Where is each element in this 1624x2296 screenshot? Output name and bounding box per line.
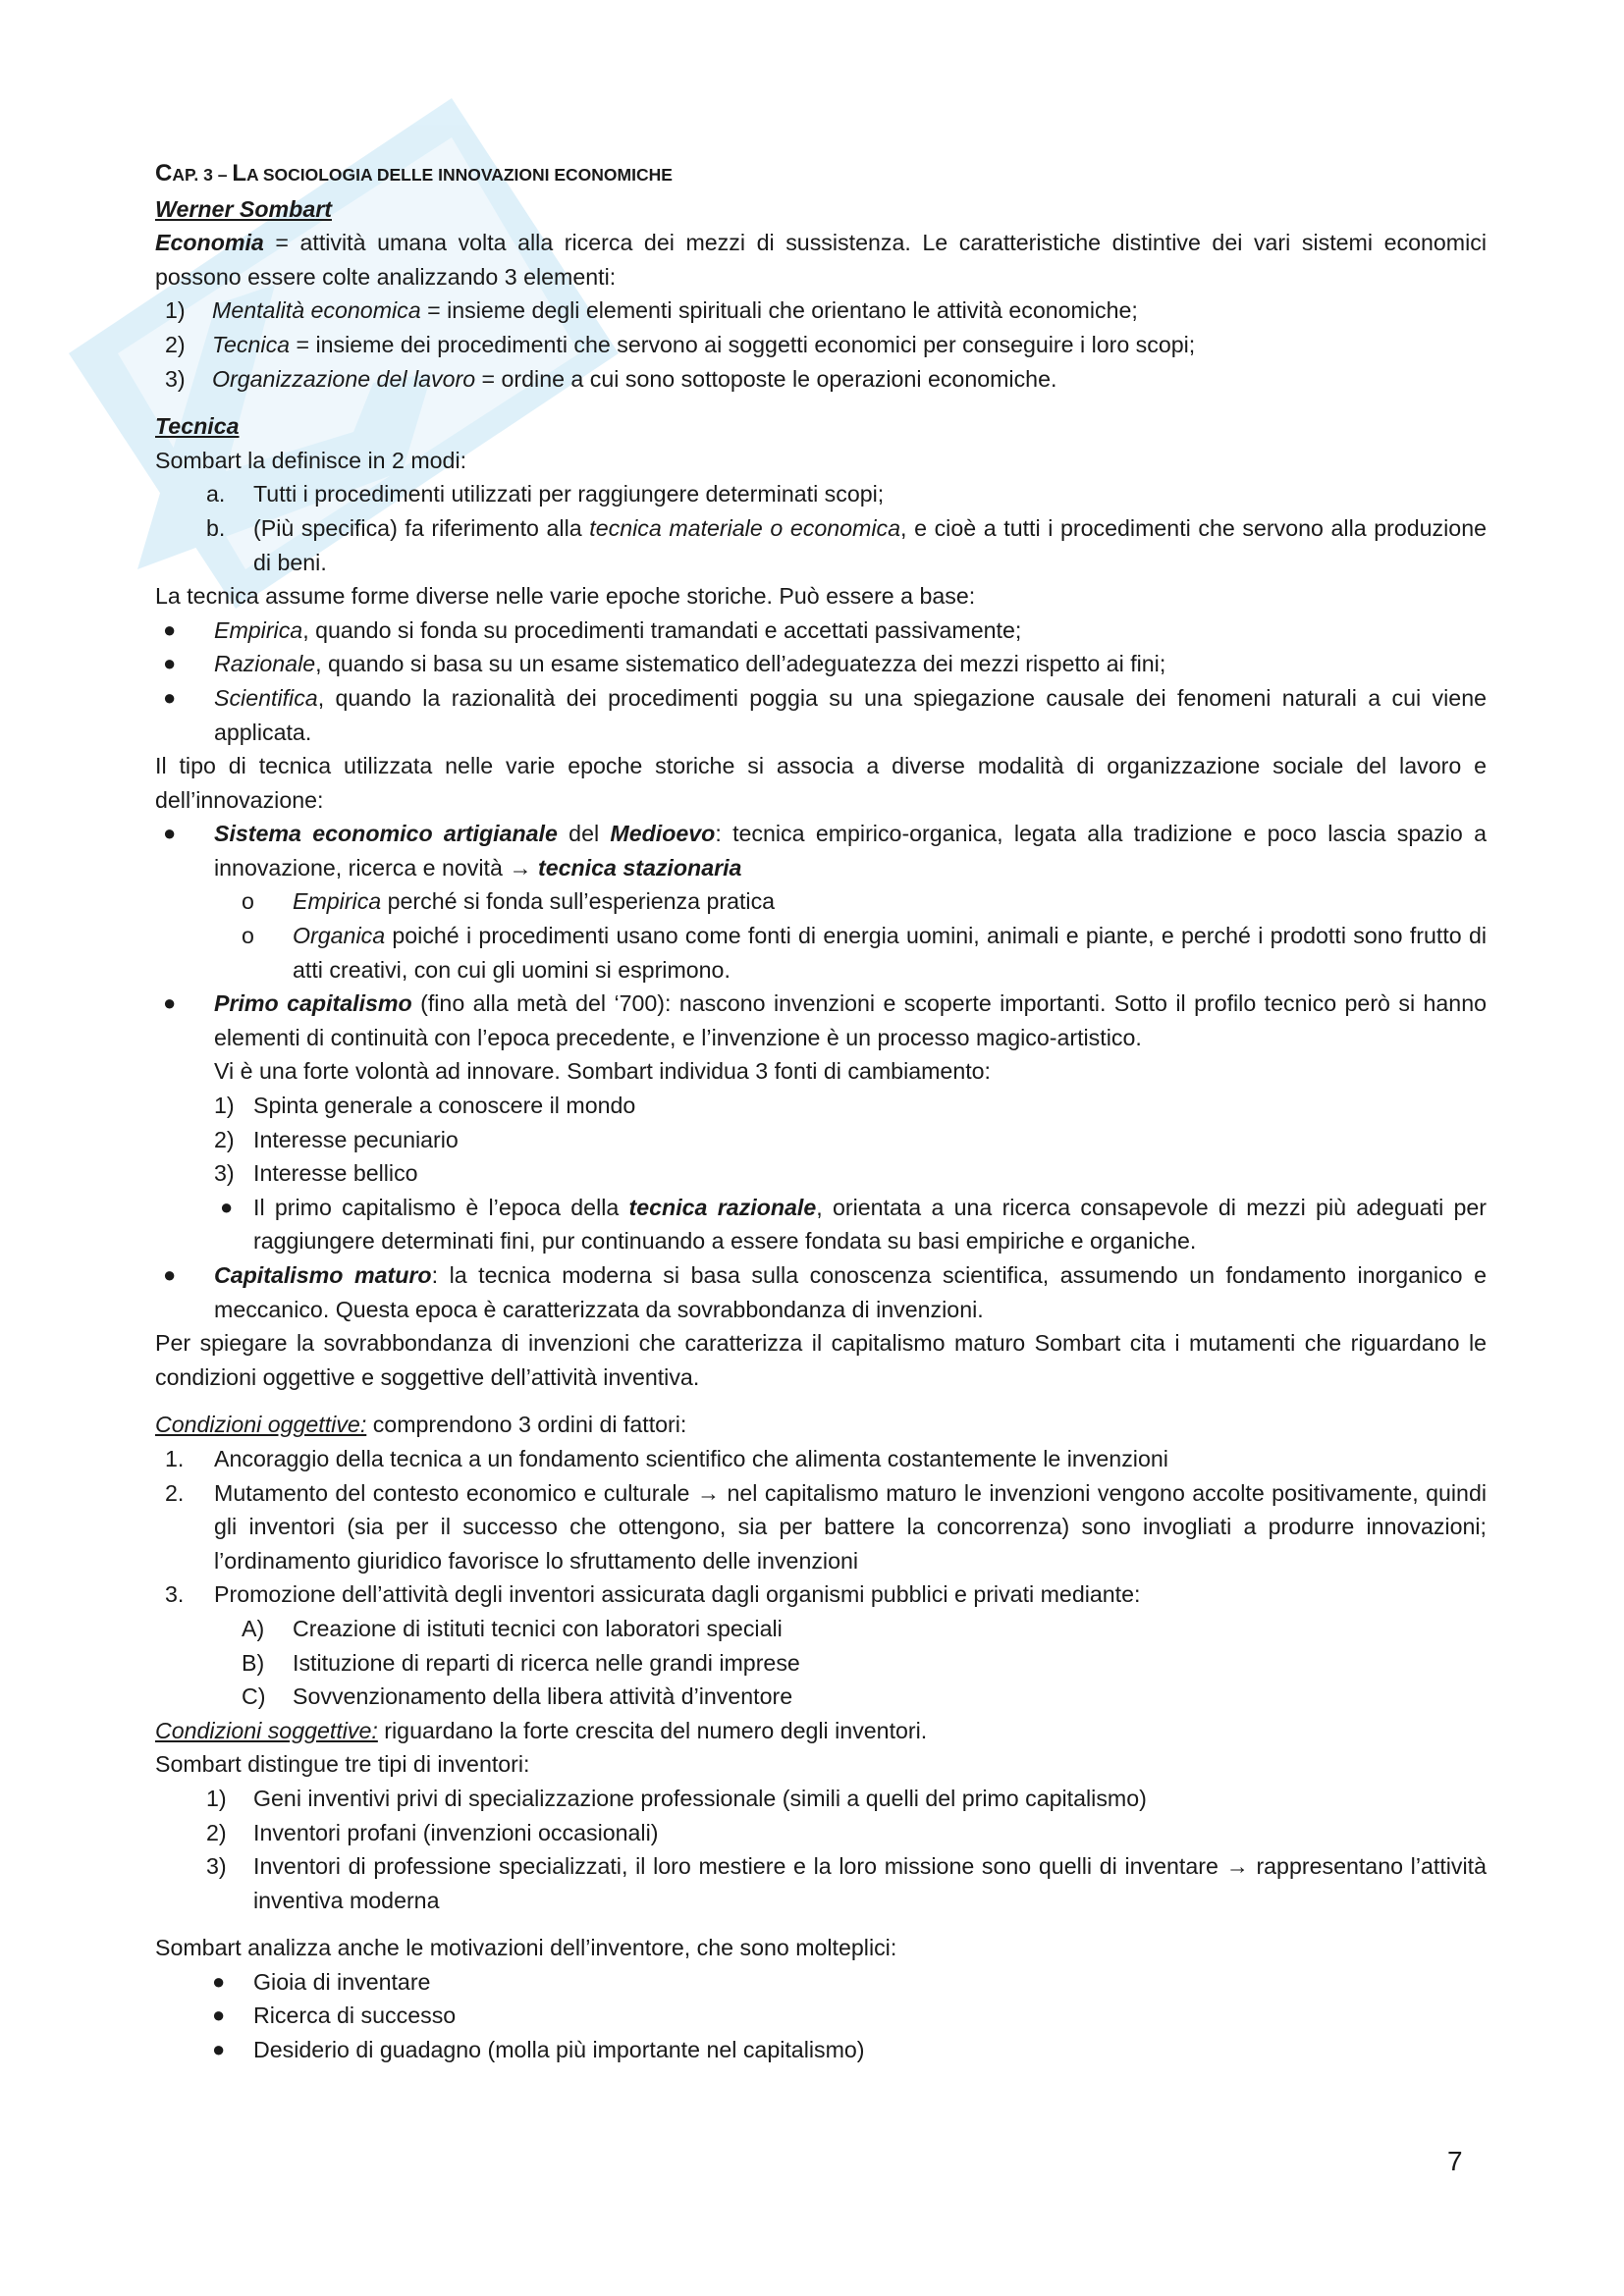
list-item: 3) Organizzazione del lavoro = ordine a cui sono sottoposte le operazioni economiche. xyxy=(165,365,1057,392)
list-item: 3. Promozione dell’attività degli inventori assicurata dagli organismi pubblici e privati mediante: xyxy=(165,1581,1141,1608)
bullet-icon: ● xyxy=(163,1262,177,1287)
elements-list xyxy=(155,294,1487,396)
list-item-capitalismo-maturo: ● Capitalismo maturo: la tecnica moderna si basa sulla conoscenza scientifica, assumendo un fondamento inorganico e meccanico. Questa epoca è caratterizzata da sovrabbondanza di invenzioni. xyxy=(155,1258,1487,1326)
primo-capitalismo-extra: Vi è una forte volontà ad innovare. Sombart individua 3 fonti di cambiamento: xyxy=(214,1058,992,1085)
list-item: ● Razionale, quando si basa su un esame sistematico dell’adeguatezza dei mezzi rispetto ai fini; xyxy=(155,647,1487,681)
list-item: b. (Più specifica) fa riferimento alla tecnica materiale o economica, e cioè a tutti i procedimenti che servono alla produzione di beni. xyxy=(206,514,1487,575)
list-item: 3) Inventori di professione specializzati, il loro mestiere e la loro missione sono quelli di inventare → rappresentano l’attività inventiva moderna xyxy=(206,1853,1487,1913)
sub-list-item: o Organica poiché i procedimenti usano come fonti di energia uomini, animali e piante, e perché i prodotti sono frutto di atti creativi, con cui gli uomini si esprimono. xyxy=(242,923,1487,983)
forms-list xyxy=(155,614,1487,749)
sub-list-item: 3) Interesse bellico xyxy=(214,1160,418,1187)
list-item: ● Empirica, quando si fonda su procedimenti tramandati e accettati passivamente; xyxy=(155,614,1487,648)
sub-list-item: ● Il primo capitalismo è l’epoca della tecnica razionale, orientata a una ricerca consapevole di mezzi più adeguati per raggiungere determinati fini, pur continuando a essere fondata su basi empiriche e organiche. xyxy=(155,1191,1487,1258)
epochs-list xyxy=(155,817,1487,1326)
bullet-icon: ● xyxy=(212,2037,226,2062)
list-item: 1) Mentalità economica = insieme degli elementi spirituali che orientano le attività economiche; xyxy=(165,297,1138,324)
explain-paragraph: Per spiegare la sovrabbondanza di invenzioni che caratterizza il capitalismo maturo Sombart cita i mutamenti che riguardano le condizioni oggettive e soggettive dell’attività inventiva. xyxy=(155,1330,1487,1390)
sub-list-item: 1) Spinta generale a conoscere il mondo xyxy=(214,1093,636,1119)
list-item: 1. Ancoraggio della tecnica a un fondamento scientifico che alimenta costantemente le invenzioni xyxy=(165,1445,1168,1471)
document-page xyxy=(155,157,1487,2067)
list-item: ● Ricerca di successo xyxy=(155,1999,1487,2033)
oggettive-list xyxy=(155,1442,1487,1714)
motivazioni-intro: Sombart analizza anche le motivazioni dell’inventore, che sono molteplici: xyxy=(155,1935,897,1961)
list-item: ● Scientifica, quando la razionalità dei procedimenti poggia su una spiegazione causale dei fenomeni naturali a cui viene applicata. xyxy=(155,681,1487,749)
list-item: 2) Inventori profani (invenzioni occasionali) xyxy=(206,1819,659,1845)
arrow-icon: → xyxy=(696,1479,721,1506)
bullet-icon: ● xyxy=(220,1194,234,1219)
list-item: ● Gioia di inventare xyxy=(155,1965,1487,2000)
motivazioni-list xyxy=(155,1965,1487,2067)
bullet-icon: ● xyxy=(163,684,177,710)
sub-list-item: C) Sovvenzionamento della libera attività d’inventore xyxy=(242,1683,793,1710)
forms-intro: La tecnica assume forme diverse nelle varie epoche storiche. Può essere a base: xyxy=(155,583,976,610)
soggettive-heading: Condizioni soggettive: riguardano la forte crescita del numero degli inventori. xyxy=(155,1717,928,1743)
list-item: 2) Tecnica = insieme dei procedimenti che servono ai soggetti economici per conseguire i loro scopi; xyxy=(165,331,1196,357)
soggettive-types-intro: Sombart distingue tre tipi di inventori: xyxy=(155,1751,530,1778)
org-intro: Il tipo di tecnica utilizzata nelle varie epoche storiche si associa a diverse modalità di organizzazione sociale del lavoro e dell’innovazione: xyxy=(155,753,1487,813)
arrow-icon: → xyxy=(1225,1853,1249,1880)
bullet-icon: ● xyxy=(163,990,177,1016)
arrow-icon: → xyxy=(509,854,532,881)
bullet-icon: ● xyxy=(163,821,177,846)
list-item: 2. Mutamento del contesto economico e culturale → nel capitalismo maturo le invenzioni vengono accolte positivamente, quindi gli inventori (sia per il successo che ottengono, sia per battere la concorrenza) sono invogliati a produrre innovazioni; l’ordinamento giuridico favorisce lo sfruttamento delle invenzioni xyxy=(165,1479,1487,1574)
bullet-icon: ● xyxy=(212,2002,226,2028)
modes-list xyxy=(155,477,1487,579)
sub-list-item: B) Istituzione di reparti di ricerca nelle grandi imprese xyxy=(242,1649,800,1676)
page-number: 7 xyxy=(1447,2146,1463,2176)
intro-paragraph: Economia = attività umana volta alla ricerca dei mezzi di sussistenza. Le caratteristiche distintive dei vari sistemi economici possono essere colte analizzando 3 elementi: xyxy=(155,230,1487,290)
section-heading-tecnica: Tecnica xyxy=(155,413,240,440)
list-item: ● Desiderio di guadagno (molla più importante nel capitalismo) xyxy=(155,2033,1487,2067)
sub-list-item: A) Creazione di istituti tecnici con laboratori speciali xyxy=(242,1615,783,1641)
inventor-types-list xyxy=(155,1782,1487,1917)
author-heading: Werner Sombart xyxy=(155,195,332,222)
sub-list-item: o Empirica perché si fonda sull’esperienza pratica xyxy=(242,888,776,915)
bullet-icon: ● xyxy=(163,651,177,676)
tecnica-intro: Sombart la definisce in 2 modi: xyxy=(155,447,467,473)
list-item-medioevo: ● Sistema economico artigianale del Medioevo: tecnica empirico-organica, legata alla tradizione e poco lascia spazio a innovazione, ricerca e novità → tecnica stazionaria xyxy=(155,817,1487,884)
bullet-icon: ● xyxy=(212,1968,226,1994)
sub-list-item: 2) Interesse pecuniario xyxy=(214,1126,459,1152)
list-item: 1) Geni inventivi privi di specializzazione professionale (simili a quelli del primo capitalismo) xyxy=(206,1785,1147,1811)
list-item: a. Tutti i procedimenti utilizzati per raggiungere determinati scopi; xyxy=(206,481,885,507)
chapter-heading: CAP. 3 – LA SOCIOLOGIA DELLE INNOVAZIONI ECONOMICHE xyxy=(155,160,673,187)
list-item-primo-capitalismo: ● Primo capitalismo (fino alla metà del ‘700): nascono invenzioni e scoperte importanti. Sotto il profilo tecnico però si hanno elementi di continuità con l’epoca precedente, e l’invenzione è un processo magico-artistico. xyxy=(155,987,1487,1054)
oggettive-heading: Condizioni oggettive: comprendono 3 ordini di fattori: xyxy=(155,1412,687,1438)
bullet-icon: ● xyxy=(163,616,177,642)
